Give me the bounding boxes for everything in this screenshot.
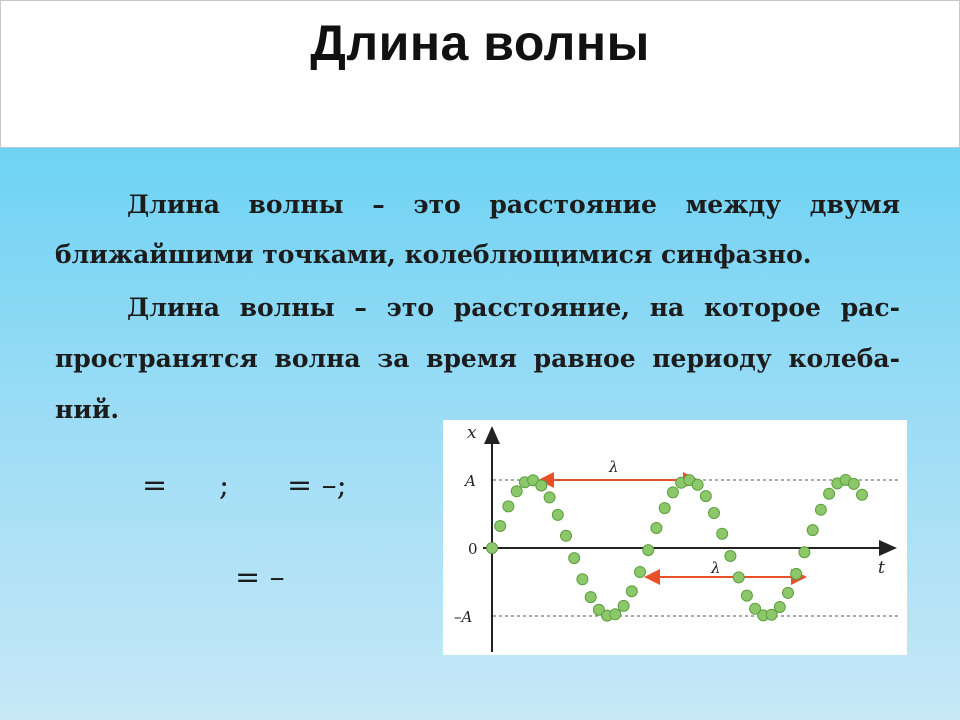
wave-dot: [610, 609, 621, 620]
wave-dot: [569, 553, 580, 564]
definition-paragraph-1: [55, 180, 900, 280]
wave-dot: [692, 479, 703, 490]
definition-text-1: Длина волны – это расстояние между двумя ближайшими точками, колеблющимися синфазно.: [55, 190, 900, 269]
wave-dot: [577, 574, 588, 585]
formula-2: = –;: [287, 468, 347, 503]
wave-dot: [774, 602, 785, 613]
wave-dot: [487, 543, 498, 554]
formula-1-equals: =: [142, 468, 168, 503]
page-title: Длина волны: [310, 15, 650, 71]
wave-dot: [733, 572, 744, 583]
wave-dot: [618, 600, 629, 611]
wave-dot: [857, 489, 868, 500]
wave-dot: [635, 567, 646, 578]
wave-dot: [561, 530, 572, 541]
wave-dot: [643, 545, 654, 556]
lambda-label-top: λ: [609, 458, 619, 476]
x-axis-label: x: [467, 423, 477, 443]
wave-dot: [848, 478, 859, 489]
y-tick-minus-a: –A: [454, 608, 473, 626]
wave-dot: [824, 488, 835, 499]
y-tick-zero: 0: [468, 540, 478, 558]
wave-dot: [503, 501, 514, 512]
formula-1-semicolon: ;: [219, 468, 230, 503]
formula-3: = –: [235, 560, 285, 595]
wave-dot: [495, 521, 506, 532]
wave-dot: [536, 480, 547, 491]
wave-dot: [700, 491, 711, 502]
wave-graph-svg: [443, 420, 907, 655]
wave-dot: [651, 523, 662, 534]
wave-dot: [709, 508, 720, 519]
wave-dot: [667, 487, 678, 498]
lambda-label-bottom: λ: [711, 559, 721, 577]
wave-dot: [799, 547, 810, 558]
wave-dot: [626, 586, 637, 597]
wave-dot: [585, 592, 596, 603]
wave-dot: [552, 509, 563, 520]
wave-dot: [659, 503, 670, 514]
wave-dot: [717, 528, 728, 539]
wave-dot: [511, 486, 522, 497]
wave-dot: [807, 525, 818, 536]
wave-dot: [815, 504, 826, 515]
y-tick-a: A: [465, 472, 476, 490]
wave-dot: [791, 568, 802, 579]
wave-dot: [725, 551, 736, 562]
t-axis-label: t: [878, 558, 885, 578]
wave-dot: [783, 587, 794, 598]
wave-graph: [443, 420, 907, 655]
definition-text-2: Длина волны – это расстояние, на которое распространятся волна за время равное периоду колебаний.: [55, 293, 900, 424]
wave-dot: [544, 492, 555, 503]
wave-dot: [741, 590, 752, 601]
definition-paragraph-2: [55, 282, 900, 435]
